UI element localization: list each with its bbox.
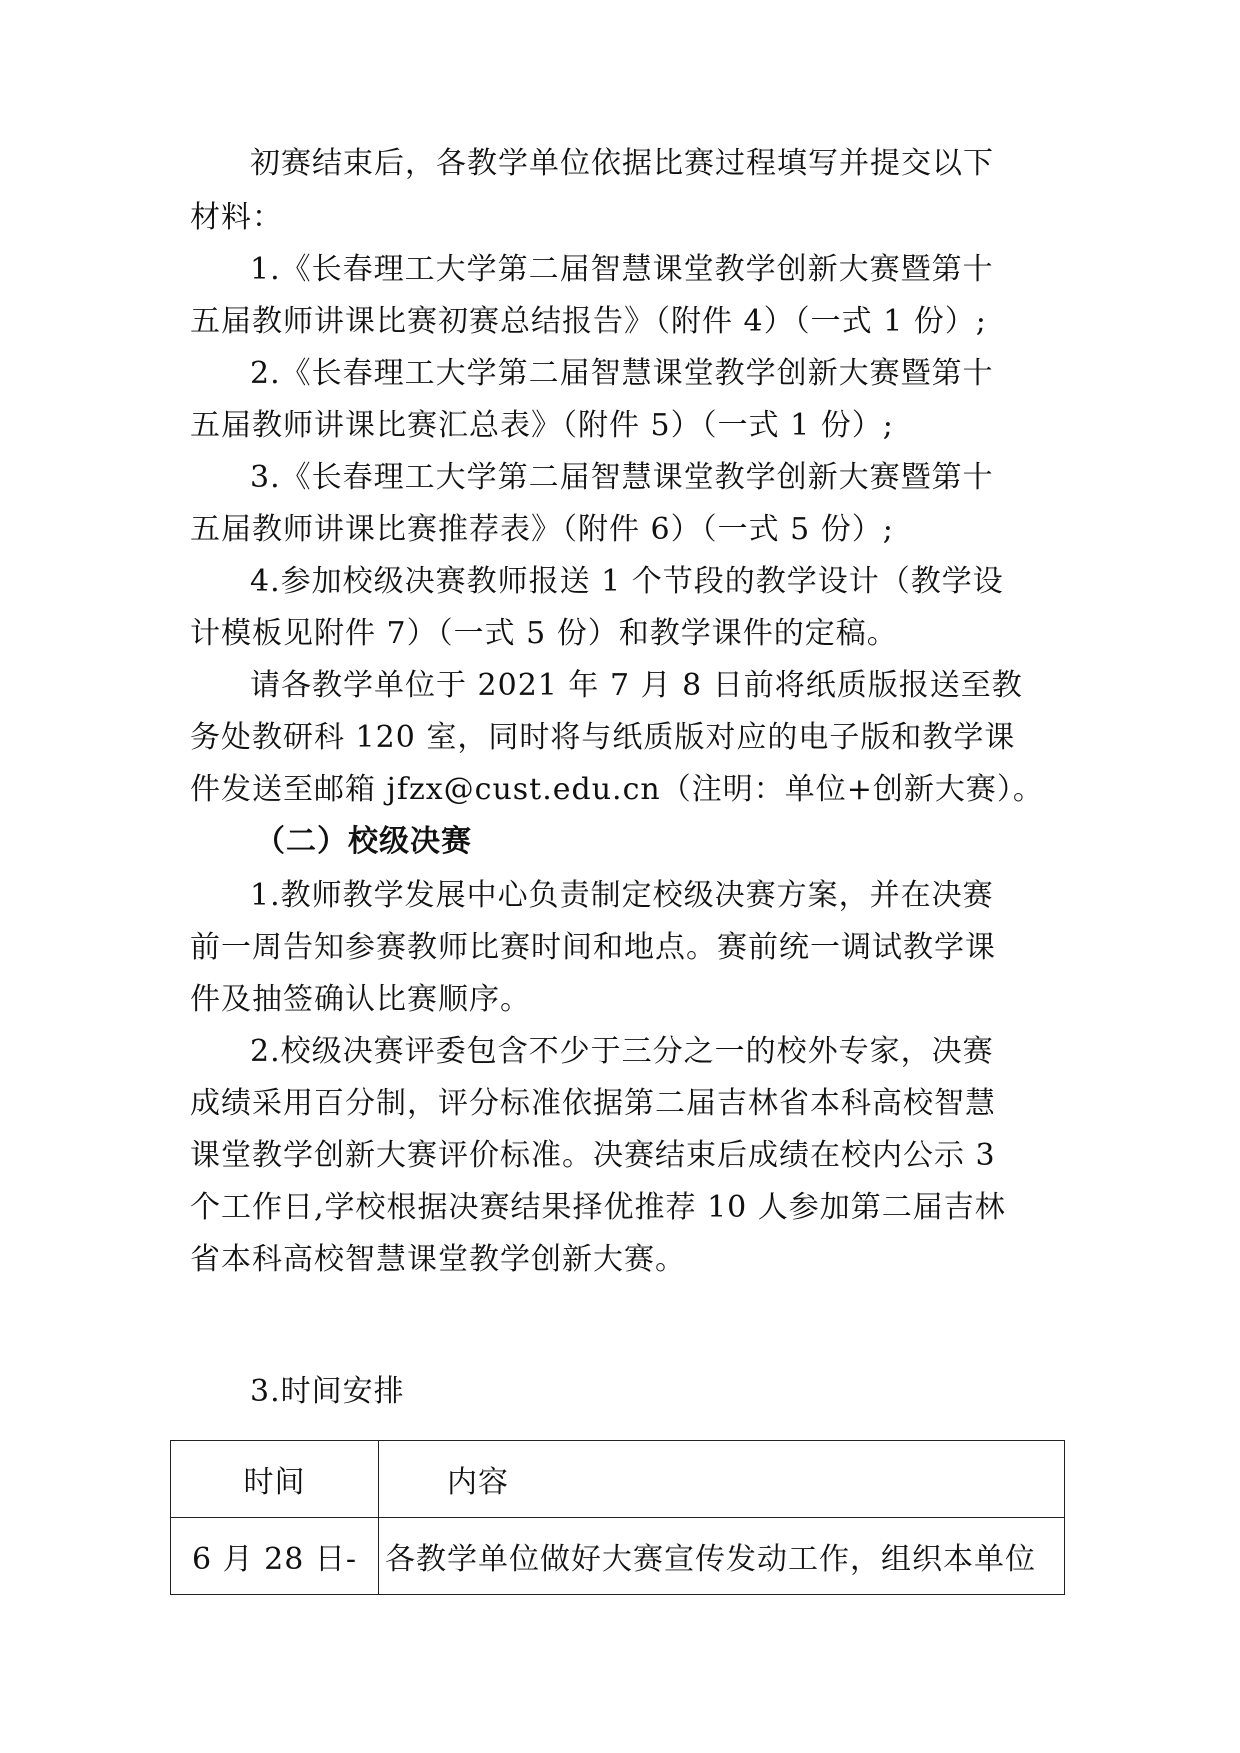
list-item-1-line: 1.《长春理工大学第二届智慧课堂教学创新大赛暨第十 bbox=[250, 252, 994, 287]
paragraph-line: 1.教师教学发展中心负责制定校级决赛方案，并在决赛 bbox=[250, 878, 994, 913]
paragraph-line: 务处教研科 120 室，同时将与纸质版对应的电子版和教学课 bbox=[190, 720, 1016, 755]
section-heading: （二）校级决赛 bbox=[255, 824, 472, 859]
schedule-table bbox=[170, 1440, 1065, 1595]
paragraph-line: 请各教学单位于 2021 年 7 月 8 日前将纸质版报送至教 bbox=[250, 668, 1023, 703]
paragraph-line: 件及抽签确认比赛顺序。 bbox=[190, 982, 531, 1017]
list-item-3-line: 五届教师讲课比赛推荐表》（附件 6）（一式 5 份）; bbox=[190, 512, 894, 547]
list-item-4-line: 4.参加校级决赛教师报送 1 个节段的教学设计（教学设 bbox=[250, 564, 1004, 599]
table-header-row bbox=[171, 1441, 1065, 1518]
table-caption: 3.时间安排 bbox=[250, 1374, 405, 1409]
cell-content: 各教学单位做好大赛宣传发动工作，组织本单位 bbox=[379, 1518, 1065, 1595]
paragraph-line: 材料： bbox=[190, 200, 283, 235]
paragraph-line: 成绩采用百分制，评分标准依据第二届吉林省本科高校智慧 bbox=[190, 1086, 996, 1121]
header-content: 内容 bbox=[379, 1441, 1065, 1518]
paragraph-line: 个工作日,学校根据决赛结果择优推荐 10 人参加第二届吉林 bbox=[190, 1190, 1006, 1225]
table-row bbox=[171, 1518, 1065, 1595]
list-item-4-line: 计模板见附件 7）（一式 5 份）和教学课件的定稿。 bbox=[190, 616, 898, 651]
paragraph-line: 课堂教学创新大赛评价标准。决赛结束后成绩在校内公示 3 bbox=[190, 1138, 996, 1173]
paragraph-line: 件发送至邮箱 jfzx@cust.edu.cn（注明：单位+创新大赛）。 bbox=[190, 772, 1044, 807]
paragraph-line: 省本科高校智慧课堂教学创新大赛。 bbox=[190, 1242, 686, 1277]
paragraph-line: 初赛结束后，各教学单位依据比赛过程填写并提交以下 bbox=[250, 146, 994, 181]
list-item-2-line: 2.《长春理工大学第二届智慧课堂教学创新大赛暨第十 bbox=[250, 356, 994, 391]
list-item-3-line: 3.《长春理工大学第二届智慧课堂教学创新大赛暨第十 bbox=[250, 460, 994, 495]
paragraph-line: 2.校级决赛评委包含不少于三分之一的校外专家，决赛 bbox=[250, 1034, 994, 1069]
cell-date: 6 月 28 日- bbox=[171, 1518, 379, 1595]
list-item-2-line: 五届教师讲课比赛汇总表》（附件 5）（一式 1 份）; bbox=[190, 408, 894, 443]
list-item-1-line: 五届教师讲课比赛初赛总结报告》（附件 4）（一式 1 份）; bbox=[190, 304, 987, 339]
paragraph-line: 前一周告知参赛教师比赛时间和地点。赛前统一调试教学课 bbox=[190, 930, 996, 965]
header-time: 时间 bbox=[171, 1441, 379, 1518]
